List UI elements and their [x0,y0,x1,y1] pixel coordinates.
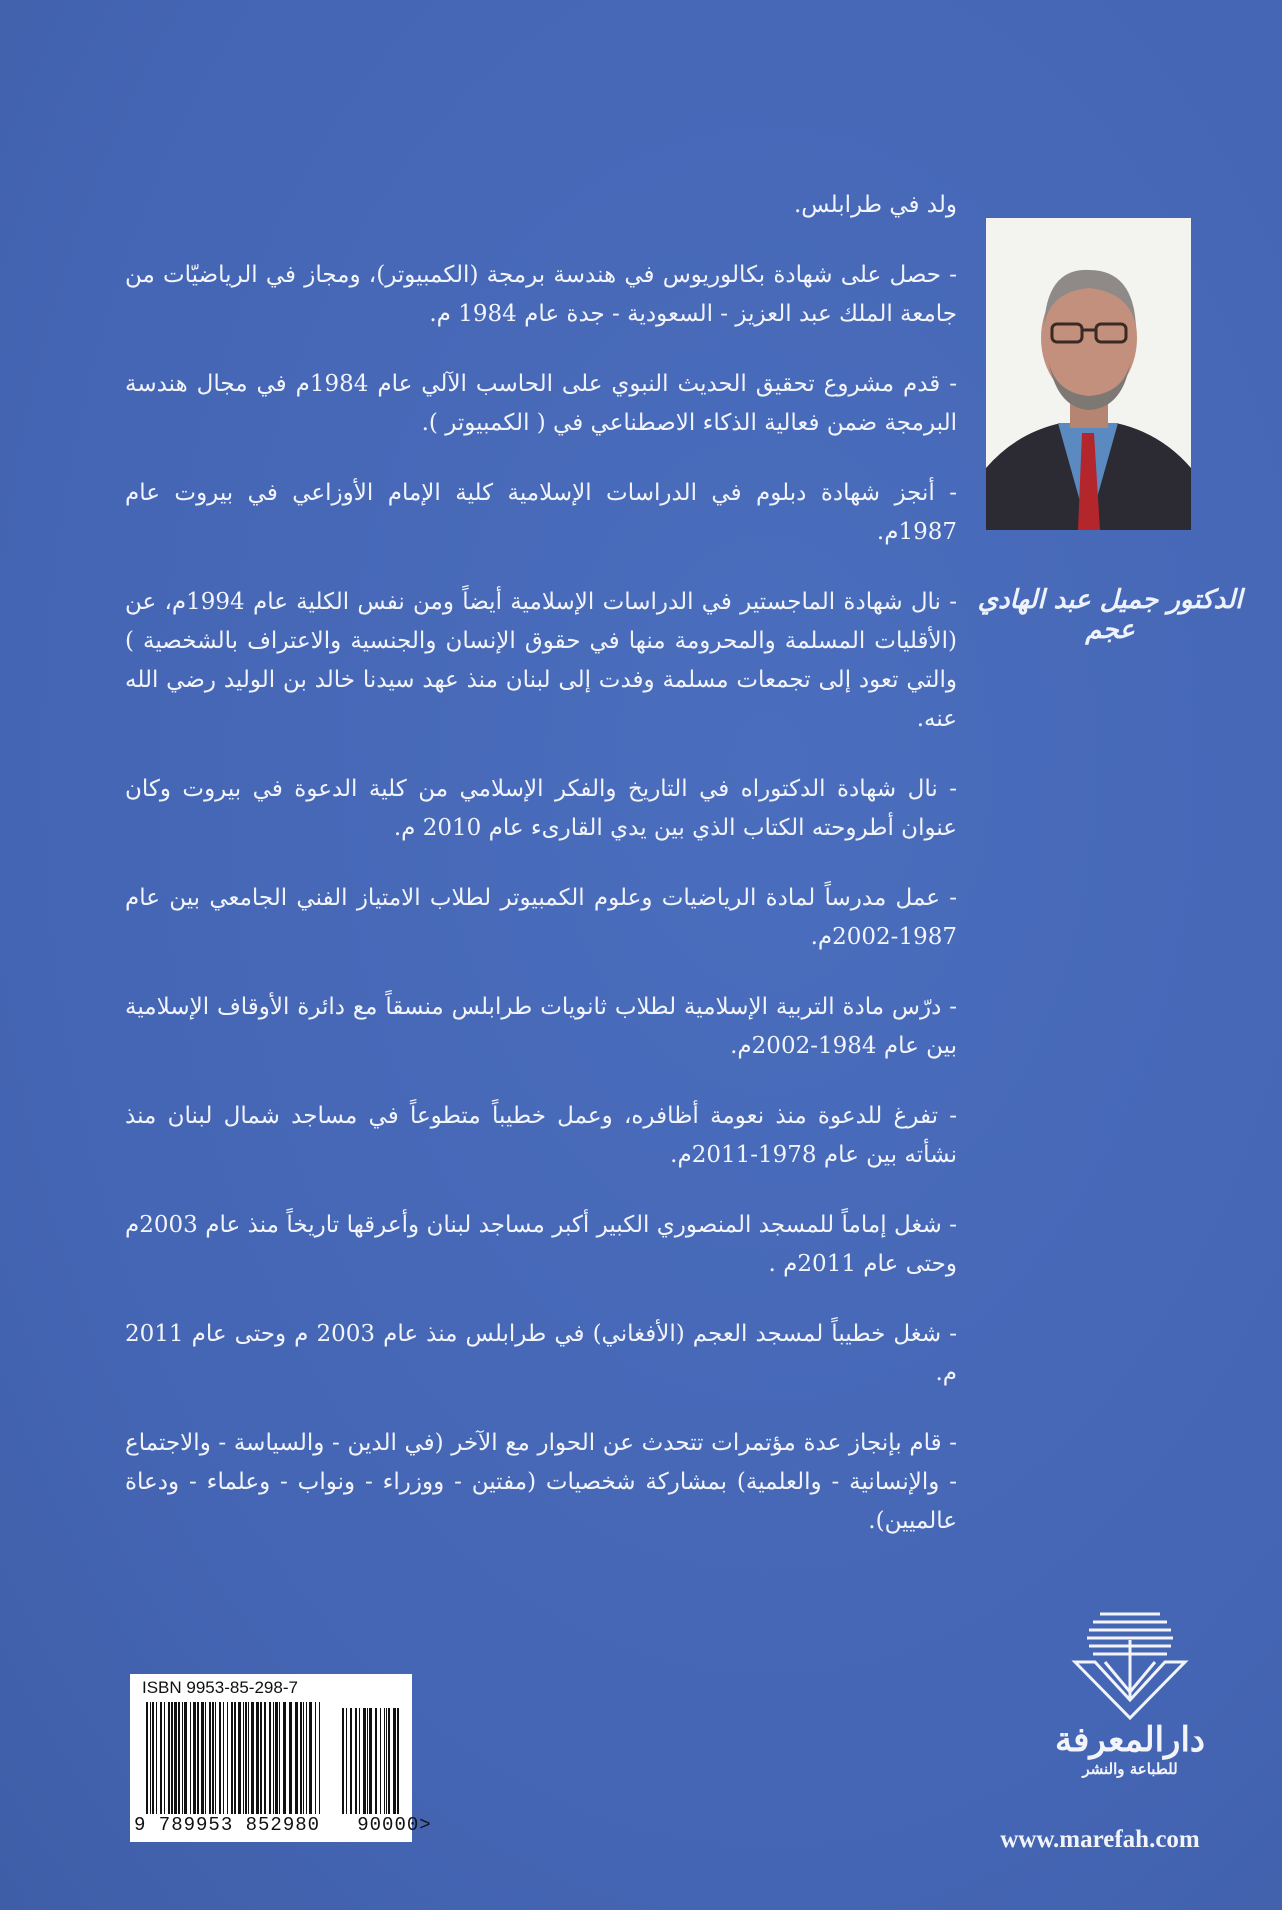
barcode-bar [190,1702,191,1814]
publisher-subtitle: للطباعة والنشر [1082,1760,1178,1778]
barcode-bar [260,1702,262,1814]
isbn-barcode [130,1674,432,1842]
barcode-bar [306,1702,307,1814]
barcode-bar [342,1708,344,1814]
barcode-bar [300,1702,302,1814]
barcode-bar [146,1702,148,1814]
barcode-bar [256,1702,259,1814]
bio-paragraph: - قام بإنجاز عدة مؤتمرات تتحدث عن الحوار مع الآخر (في الدين - والسياسة - والاجتماع - والإنسانية - والعلمية) بمشاركة شخصيات (مفتين - ووزراء - ونواب - وعلماء - ودعاة عالميين). [125,1430,957,1534]
barcode-bar [355,1708,357,1814]
barcode-bar [178,1702,180,1814]
barcode-bar [289,1702,292,1814]
bio-paragraph: ولد في طرابلس. [793,192,957,218]
barcode-bar [309,1702,312,1814]
barcode-bar [223,1702,224,1814]
barcode-bar [164,1702,165,1814]
barcode-bar [363,1708,366,1814]
barcode-bar [245,1702,247,1814]
barcode-bar [346,1708,347,1814]
barcode-bar [359,1708,360,1814]
barcode-bar [380,1708,381,1814]
barcode-bar [269,1702,271,1814]
barcode-bar [215,1702,216,1814]
barcode-digits: 9 789953 852980 90000> [134,1814,432,1836]
bio-paragraph: - قدم مشروع تحقيق الحديث النبوي على الحاسب الآلي عام 1984م في مجال هندسة البرمجة ضمن فعالية الذكاء الاصطناعي في ( الكمبيوتر ). [125,371,957,436]
barcode-bars [142,1702,402,1814]
barcode-bar [384,1708,385,1814]
barcode-bar [152,1702,154,1814]
barcode-bar [231,1702,233,1814]
barcode-bar [160,1702,162,1814]
barcode-bar [171,1702,173,1814]
barcode-bar [367,1708,368,1814]
barcode-bar [350,1708,352,1814]
barcode-bar [275,1702,278,1814]
barcode-bar [386,1708,387,1814]
barcode-bar [248,1702,249,1814]
barcode-bar [234,1702,236,1814]
barcode-bar [393,1708,396,1814]
barcode-bar [201,1702,204,1814]
barcode-bar [243,1702,244,1814]
barcode-bar [369,1708,372,1814]
bio-paragraph: - نال شهادة الماجستير في الدراسات الإسلامية أيضاً ومن نفس الكلية عام 1994م، عن (الأقليات المسلمة والمحرومة منها في حقوق الإنسان والجنسية والاعتراف بالشخصية ) والتي تعود إلى تجمعات مسلمة وفدت إلى لبنان منذ عهد سيدنا خالد بن الوليد رضي الله عنه. [125,589,957,732]
author-signature: الدكتور جميل عبد الهادي عجم [977,585,1243,645]
bio-paragraph: - حصل على شهادة بكالوريوس في هندسة برمجة (الكمبيوتر)، ومجاز في الرياضيّات من جامعة الملك عبد العزيز - السعودية - جدة عام 1984 م. [125,262,957,327]
barcode-bar [375,1708,377,1814]
bio-paragraph: - أنجز شهادة دبلوم في الدراسات الإسلامية كلية الإمام الأوزاعي في بيروت عام 1987م. [125,480,957,545]
barcode-bar [397,1708,399,1814]
barcode-bar [168,1702,170,1814]
barcode-bar [319,1702,320,1814]
publisher-emblem-icon [1065,1600,1195,1720]
publisher-website-link[interactable]: www.marefah.com [1000,1826,1200,1853]
barcode-bar [279,1702,280,1814]
barcode-bar [212,1702,214,1814]
barcode-bar [150,1702,151,1814]
bio-paragraph: - شغل خطيباً لمسجد العجم (الأفغاني) في طرابلس منذ عام 2003 م وحتى عام 2011 م. [125,1321,957,1386]
bio-paragraph: - تفرغ للدعوة منذ نعومة أظافره، وعمل خطيباً متطوعاً في مساجد شمال لبنان منذ نشأته بين عام 1978-2011م. [125,1103,957,1168]
bio-paragraph: - درّس مادة التربية الإسلامية لطلاب ثانويات طرابلس منسقاً مع دائرة الأوقاف الإسلامية بين عام 1984-2002م. [125,994,957,1059]
barcode-bar [174,1702,177,1814]
bio-paragraph: - عمل مدرساً لمادة الرياضيات وعلوم الكمبيوتر لطلاب الامتياز الفني الجامعي بين عام 1987-2002م. [125,885,957,950]
author-photo [986,218,1191,530]
publisher-name: دارالمعرفة [1054,1720,1206,1760]
barcode-bar [273,1702,274,1814]
bio-paragraph: - شغل إماماً للمسجد المنصوري الكبير أكبر مساجد لبنان وأعرقها تاريخاً منذ عام 2003م وحتى عام 2011م . [125,1212,957,1277]
barcode-bar [303,1702,304,1814]
barcode-bar [315,1702,316,1814]
barcode-bar [205,1702,206,1814]
barcode-bar [156,1702,157,1814]
barcode-bar [182,1702,183,1814]
barcode-bar [251,1702,254,1814]
barcode-bar [197,1702,199,1814]
author-biography [125,186,957,1572]
barcode-bar [295,1702,298,1814]
barcode-bar [388,1708,390,1814]
publisher-logo [1040,1600,1220,1778]
barcode-bar [264,1702,266,1814]
barcode-bar [184,1702,187,1814]
barcode-bar [283,1702,286,1814]
bio-paragraph: - نال شهادة الدكتوراه في التاريخ والفكر الإسلامي من كلية الدعوة في بيروت وكان عنوان أطروحته الكتاب الذي بين يدي القارىء عام 2010 م. [125,776,957,841]
barcode-bar [219,1702,221,1814]
barcode-bar [209,1702,211,1814]
barcode-bar [193,1702,196,1814]
barcode-bar [227,1702,228,1814]
barcode-bar [238,1702,241,1814]
isbn-label: ISBN 9953-85-298-7 [142,1678,298,1697]
